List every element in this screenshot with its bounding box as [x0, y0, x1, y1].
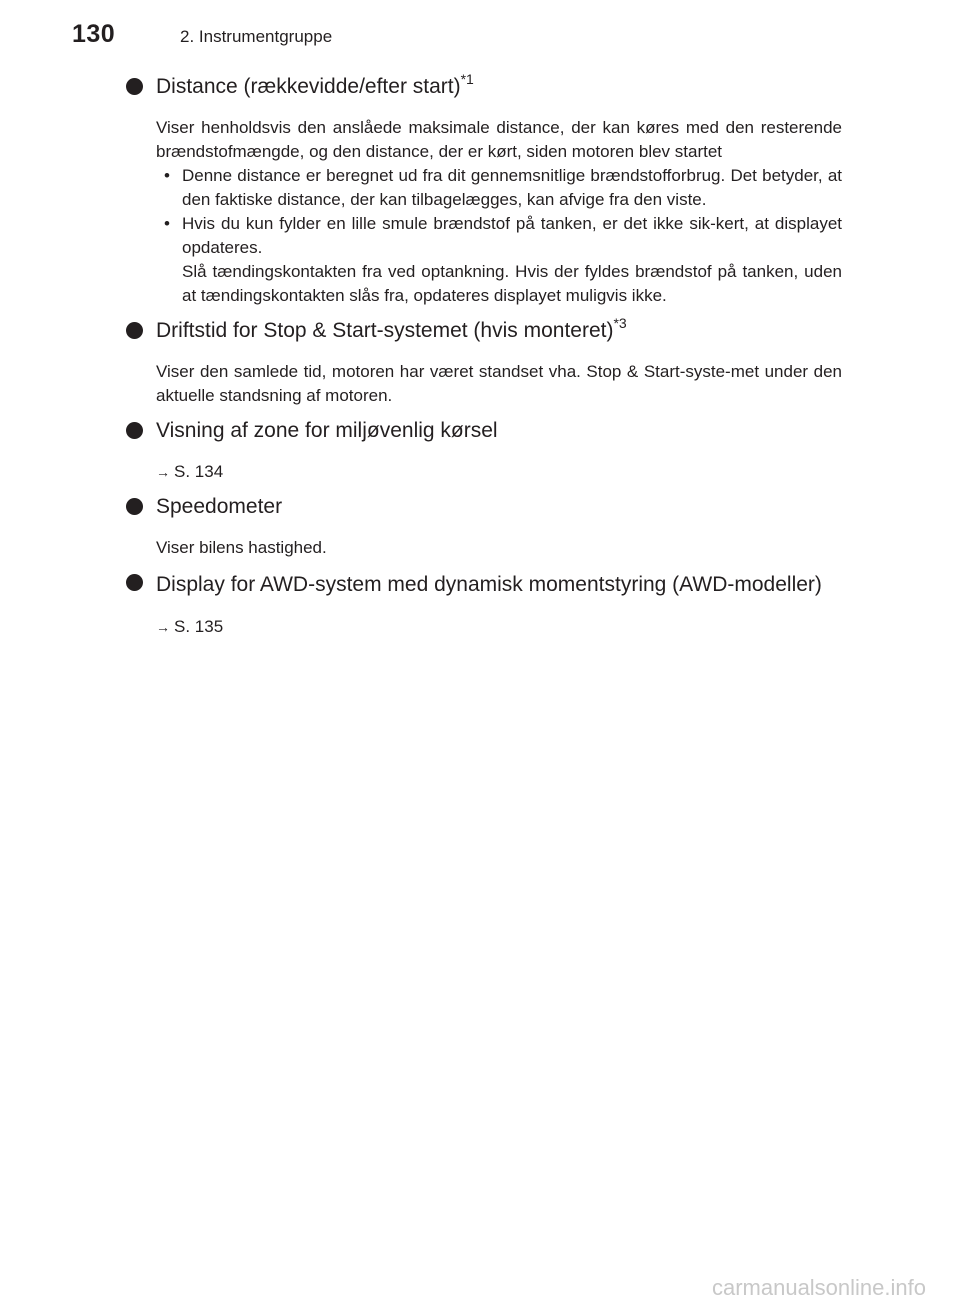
page-reference-text: S. 134: [174, 462, 224, 481]
footnote-marker: *1: [460, 71, 474, 87]
list-item-text: Denne distance er beregnet ud fra dit gennemsnitlige brændstofforbrug. Det betyder, at den faktiske distance, der kan tilbagelægges, kan afvige fra den viste.: [182, 166, 842, 209]
section-heading: [124, 568, 842, 601]
section-body: [124, 360, 842, 408]
section-speedometer: [124, 492, 842, 560]
list-bullet-icon: •: [164, 166, 170, 185]
filled-circle-bullet-icon: [126, 322, 143, 339]
section-heading: [124, 72, 842, 102]
list-item-text: Hvis du kun fylder en lille smule brændstof på tanken, er det ikke sik-kert, at displayet opdateres.: [182, 214, 842, 257]
page-header: [72, 20, 332, 60]
filled-circle-bullet-icon: [126, 78, 143, 95]
section-eco-zone: [124, 416, 842, 484]
note-list: [162, 164, 842, 308]
chapter-title: 2. Instrumentgruppe: [180, 27, 333, 46]
section-body: [124, 615, 842, 639]
filled-circle-bullet-icon: [126, 574, 143, 591]
heading-text: Visning af zone for miljøvenlig kørsel: [156, 419, 498, 442]
watermark: carmanualsonline.info: [711, 1275, 926, 1300]
list-bullet-icon: •: [164, 214, 170, 233]
filled-circle-bullet-icon: [126, 498, 143, 515]
list-item: [162, 212, 842, 308]
arrow-right-icon: →: [156, 619, 170, 635]
page-reference-text: S. 135: [174, 617, 224, 636]
section-heading: [124, 416, 842, 446]
section-paragraph: Viser den samlede tid, motoren har været standset vha. Stop & Start-syste-met under den aktuelle standsning af motoren.: [156, 362, 842, 405]
section-distance: [124, 72, 842, 308]
heading-text: Driftstid for Stop & Start-systemet (hvis monteret): [156, 319, 614, 342]
heading-text: Distance (rækkevidde/efter start): [156, 75, 461, 98]
heading-text: Display for AWD-system med dynamisk momentstyring (AWD-modeller): [156, 573, 822, 596]
section-awd-display: [124, 568, 842, 639]
section-body: [124, 460, 842, 484]
section-stop-start: [124, 316, 842, 408]
heading-text: Speedometer: [156, 495, 283, 518]
section-body: [124, 116, 842, 308]
page-reference[interactable]: [156, 615, 842, 639]
filled-circle-bullet-icon: [126, 422, 143, 439]
list-item: [162, 164, 842, 212]
page-reference[interactable]: [156, 460, 842, 484]
page-content: [124, 64, 842, 645]
section-body: [124, 536, 842, 560]
list-item-text-continued: Slå tændingskontakten fra ved optankning. Hvis der fyldes brændstof på tanken, uden at tændingskontakten slås fra, opdateres displayet muligvis ikke.: [182, 262, 842, 305]
footnote-marker: *3: [613, 315, 627, 331]
arrow-right-icon: →: [156, 464, 170, 480]
section-heading: [124, 316, 842, 346]
section-paragraph: Viser henholdsvis den anslåede maksimale distance, der kan køres med den resterende brændstofmængde, og den distance, der er kørt, siden motoren blev startet: [156, 118, 842, 161]
page-number: 130: [72, 20, 116, 48]
section-heading: [124, 492, 842, 522]
section-paragraph: Viser bilens hastighed.: [156, 538, 327, 557]
